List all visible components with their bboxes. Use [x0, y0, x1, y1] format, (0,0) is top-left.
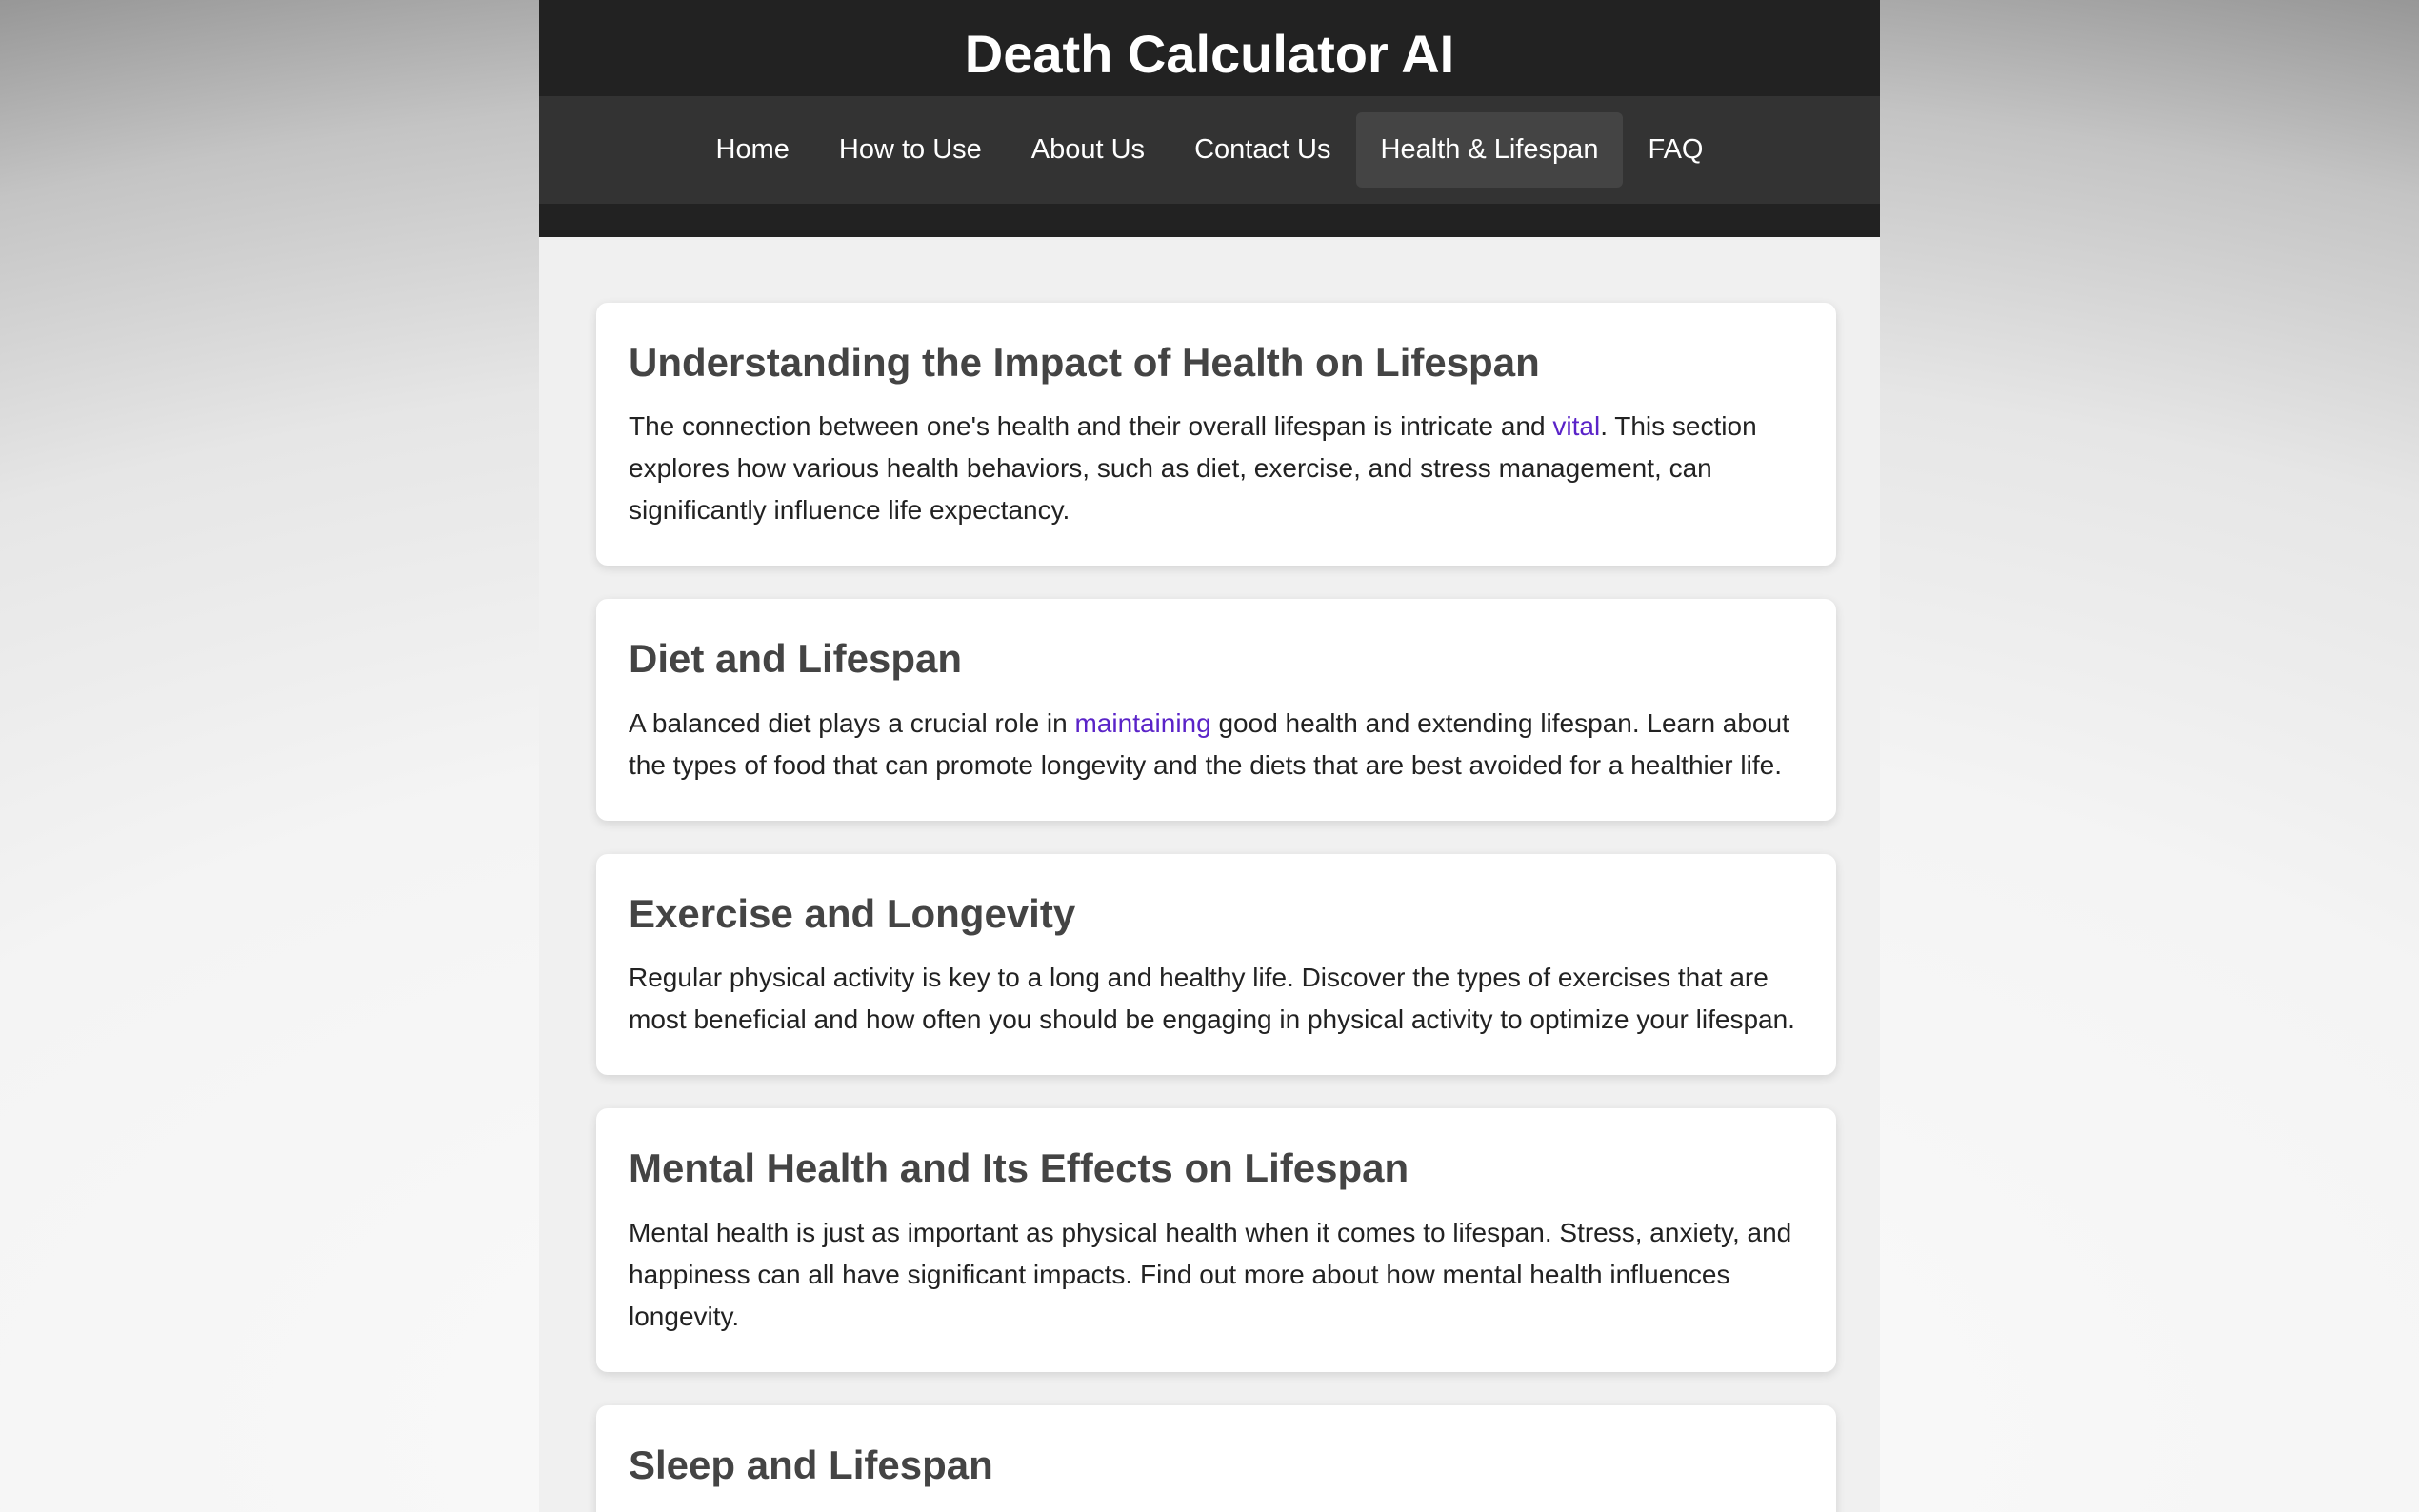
nav-item-home[interactable]: Home [715, 134, 790, 165]
section-text-part: . This section explores how various health behaviors, such as diet, exercise, and stress management, can significantly influence life expectancy. [629, 411, 1757, 526]
section-text-part: The connection between one's health and their overall lifespan is intricate and [629, 411, 1553, 442]
nav-item-health-lifespan[interactable]: Health & Lifespan [1356, 112, 1624, 188]
site-title: Death Calculator AI [964, 24, 1455, 84]
inline-link-maintaining[interactable]: maintaining [1074, 707, 1211, 738]
nav-item-how-to-use[interactable]: How to Use [838, 134, 982, 165]
section-text-part: good health and extending lifespan. Learn about the types of food that can promote longevity and the diets that are best avoided for a healthier life. [629, 707, 1789, 780]
section-text [629, 406, 1804, 531]
section-card-health-impact [596, 303, 1836, 566]
section-card-diet [596, 599, 1836, 820]
section-card-sleep [596, 1405, 1836, 1512]
section-title: Mental Health and Its Effects on Lifespan [629, 1145, 1409, 1191]
section-text [629, 703, 1804, 786]
site-header [539, 0, 1880, 237]
page-container [539, 0, 1880, 1512]
section-title: Exercise and Longevity [629, 890, 1076, 936]
section-text: Regular physical activity is key to a long and healthy life. Discover the types of exercises that are most beneficial and how often you should be engaging in physical activity to optimize your lifespan. [629, 963, 1795, 1035]
section-title: Understanding the Impact of Health on Lifespan [629, 340, 1540, 385]
main-content [539, 237, 1880, 1512]
section-text-part: A balanced diet plays a crucial role in [629, 707, 1075, 738]
nav-item-faq[interactable]: FAQ [1648, 134, 1704, 165]
inline-link-vital[interactable]: vital [1552, 411, 1601, 442]
section-card-exercise [596, 854, 1836, 1075]
section-card-mental-health [596, 1108, 1836, 1371]
nav-item-about-us[interactable]: About Us [1030, 134, 1146, 165]
section-text: Mental health is just as important as physical health when it comes to lifespan. Stress, anxiety, and happiness can all have significant impacts. Find out more about how mental health influences longevity. [629, 1217, 1792, 1331]
section-title: Diet and Lifespan [629, 636, 963, 682]
main-nav [539, 96, 1880, 204]
nav-item-contact-us[interactable]: Contact Us [1194, 134, 1331, 165]
section-title: Sleep and Lifespan [629, 1442, 993, 1487]
